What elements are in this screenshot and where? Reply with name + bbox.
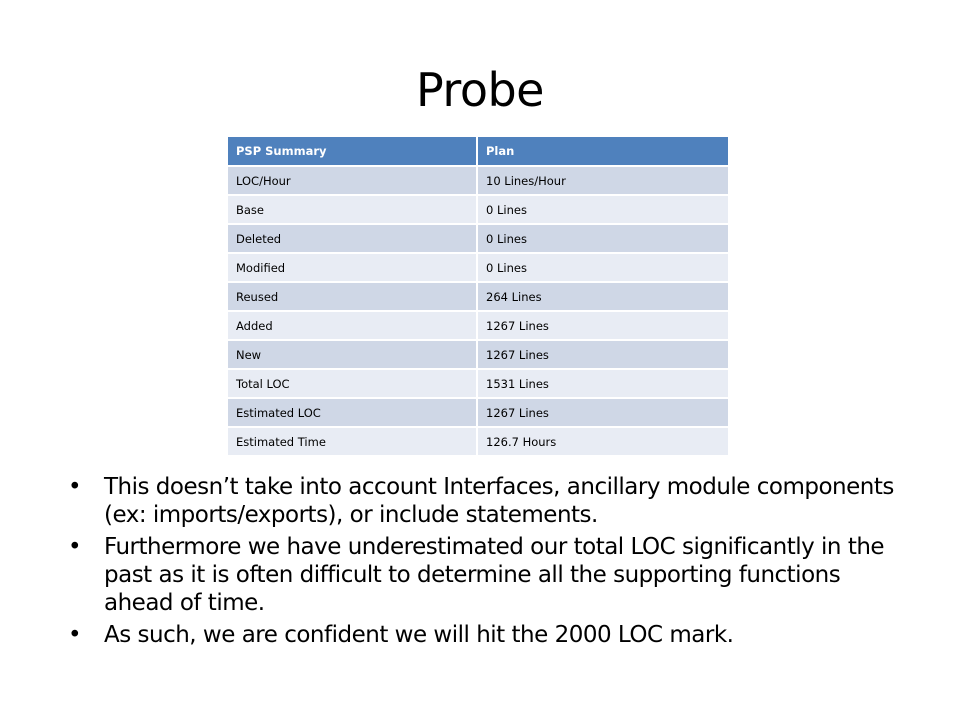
table-row: [228, 282, 728, 311]
table-cell-label: Total LOC: [228, 369, 477, 398]
table-cell-value: 1267 Lines: [477, 340, 728, 369]
table-cell-label: Estimated Time: [228, 427, 477, 456]
psp-summary-table: [228, 137, 728, 457]
table-cell-label: Base: [228, 195, 477, 224]
table-header-row: [228, 137, 728, 166]
bullet-text: Furthermore we have underestimated our total LOC significantly in the past as it is often difficult to determine all the supporting functions ahead of time.: [104, 534, 885, 616]
table-cell-value: 0 Lines: [477, 253, 728, 282]
table-cell-value: 1531 Lines: [477, 369, 728, 398]
table-row: [228, 166, 728, 195]
bullet-icon: •: [68, 622, 82, 648]
table-cell-value: 1267 Lines: [477, 398, 728, 427]
table-cell-label: Deleted: [228, 224, 477, 253]
bullet-item: [68, 533, 908, 617]
table-cell-value: 10 Lines/Hour: [477, 166, 728, 195]
table-cell-label: Modified: [228, 253, 477, 282]
table-cell-value: 0 Lines: [477, 195, 728, 224]
bullet-icon: •: [68, 534, 82, 560]
table-cell-value: 126.7 Hours: [477, 427, 728, 456]
table-row: [228, 195, 728, 224]
bullet-text: This doesn’t take into account Interfaces, ancillary module components (ex: imports/exports), or include statements.: [104, 474, 894, 528]
table-row: [228, 253, 728, 282]
table-row: [228, 311, 728, 340]
table-cell-label: LOC/Hour: [228, 166, 477, 195]
bullet-icon: •: [68, 474, 82, 500]
table-cell-label: New: [228, 340, 477, 369]
bullet-list: [68, 473, 908, 653]
table-cell-label: Estimated LOC: [228, 398, 477, 427]
table-cell-label: Reused: [228, 282, 477, 311]
table-row: [228, 224, 728, 253]
bullet-item: [68, 621, 908, 649]
table-cell-value: 0 Lines: [477, 224, 728, 253]
table-cell-value: 264 Lines: [477, 282, 728, 311]
slide-title: Probe: [416, 63, 544, 117]
bullet-item: [68, 473, 908, 529]
table-cell-value: 1267 Lines: [477, 311, 728, 340]
table-row: [228, 340, 728, 369]
table-cell-label: Added: [228, 311, 477, 340]
table-header-cell: Plan: [477, 137, 728, 166]
bullet-text: As such, we are confident we will hit the 2000 LOC mark.: [104, 622, 734, 648]
table-header-cell: PSP Summary: [228, 137, 477, 166]
table-row: [228, 427, 728, 456]
table-row: [228, 369, 728, 398]
table-row: [228, 398, 728, 427]
